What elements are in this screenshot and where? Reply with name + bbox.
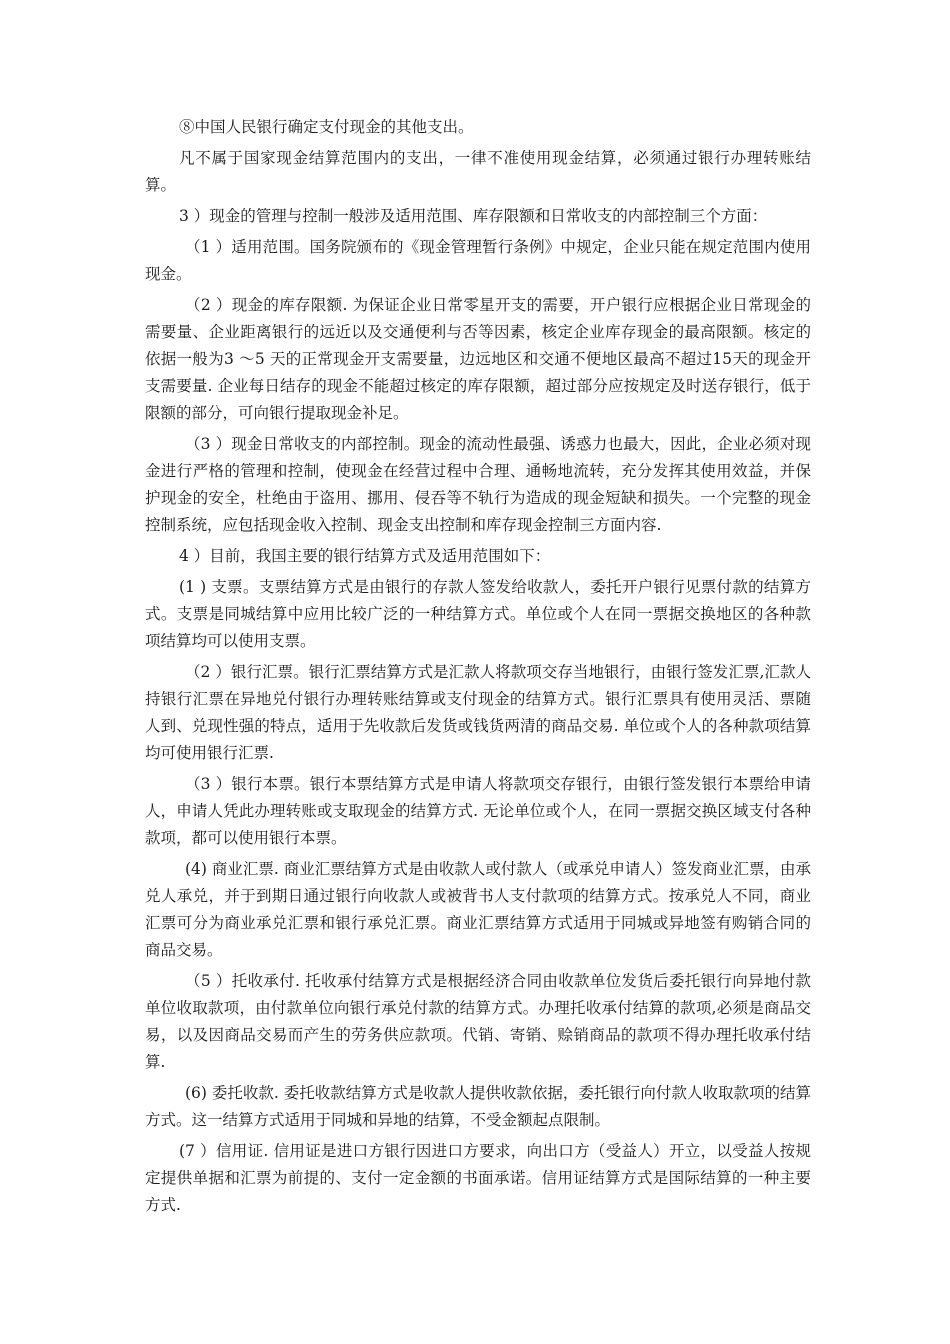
paragraph-internal-control: （3 ）现金日常收支的内部控制。现金的流动性最强、诱惑力也最大，因此，企业必须对现金进行严格的管理和控制，使现金在经营过程中合理、通畅地流转，充分发挥其使用效益，并保护现金的安全，杜绝由于盗用、挪用、侵吞等不轨行为造成的现金短缺和损失。一个完整的现金控制系统，应包括现金收入控制、现金支出控制和库存现金控制三方面内容. xyxy=(145,435,811,534)
paragraph-scope: （1 ）适用范围。国务院颁布的《现金管理暂行条例》中规定，企业只能在规定范围内使用现金。 xyxy=(145,238,811,283)
document-page xyxy=(145,114,811,1223)
paragraph-commercial-draft: (4) 商业汇票. 商业汇票结算方式是由收款人或付款人（或承兑申请人）签发商业汇票，由承兑人承兑，并于到期日通过银行向收款人或被背书人支付款项的结算方式。按承兑人不同，商业汇票可分为商业承兑汇票和银行承兑汇票。商业汇票结算方式适用于同城或异地签有购销合同的商品交易。 xyxy=(145,860,811,959)
paragraph-section-4: 4 ）目前，我国主要的银行结算方式及适用范围如下： xyxy=(179,547,551,565)
paragraph-cashier-cheque: （3 ）银行本票。银行本票结算方式是申请人将款项交存银行，由银行签发银行本票给申请人，申请人凭此办理转账或支取现金的结算方式. 无论单位或个人，在同一票据交换区域支付各种款项，都可以使用银行本票。 xyxy=(145,775,811,847)
paragraph-bank-draft: （2 ）银行汇票。银行汇票结算方式是汇款人将款项交存当地银行，由银行签发汇票,汇款人持银行汇票在异地兑付银行办理转账结算或支付现金的结算方式。银行汇票具有使用灵活、票随人到、兑现性强的特点，适用于先收款后发货或钱货两清的商品交易. 单位或个人的各种款项结算均可使用银行汇票. xyxy=(145,663,811,762)
paragraph-item-8: ⑧中国人民银行确定支付现金的其他支出。 xyxy=(179,118,474,136)
paragraph-cash-limit: （2 ）现金的库存限额. 为保证企业日常零星开支的需要，开户银行应根据企业日常现金的需要量、企业距离银行的远近以及交通便利与否等因素，核定企业库存现金的最高限额。核定的依据一般为3 ～5 天的正常现金开支需要量，边远地区和交通不便地区最高不超过15天的现金开支需要量. 企业每日结存的现金不能超过核定的库存限额，超过部分应按规定及时送存银行，低于限额的部分，可向银行提取现金补足。 xyxy=(145,296,811,422)
paragraph-entrusted-collection: (6) 委托收款. 委托收款结算方式是收款人提供收款依据，委托银行向付款人收取款项的结算方式。这一结算方式适用于同城和异地的结算，不受金额起点限制。 xyxy=(145,1084,811,1129)
paragraph-non-cash-rule: 凡不属于国家现金结算范围内的支出，一律不准使用现金结算，必须通过银行办理转账结算。 xyxy=(145,149,811,194)
paragraph-collection-acceptance: （5 ）托收承付. 托收承付结算方式是根据经济合同由收款单位发货后委托银行向异地付款单位收取款项，由付款单位向银行承兑付款的结算方式。办理托收承付结算的款项,必须是商品交易，以及因商品交易而产生的劳务供应款项。代销、寄销、赊销商品的款项不得办理托收承付结算. xyxy=(145,972,811,1071)
paragraph-cheque: (1 ) 支票。支票结算方式是由银行的存款人签发给收款人，委托开户银行见票付款的结算方式。支票是同城结算中应用比较广泛的一种结算方式。单位或个人在同一票据交换地区的各种款项结算均可以使用支票。 xyxy=(145,578,811,650)
paragraph-section-3: 3 ）现金的管理与控制一般涉及适用范围、库存限额和日常收支的内部控制三个方面： xyxy=(179,207,768,225)
paragraph-letter-of-credit: (7 ）信用证. 信用证是进口方银行因进口方要求，向出口方（受益人）开立，以受益人按规定提供单据和汇票为前提的、支付一定金额的书面承诺。信用证结算方式是国际结算的一种主要方式. xyxy=(145,1142,811,1214)
